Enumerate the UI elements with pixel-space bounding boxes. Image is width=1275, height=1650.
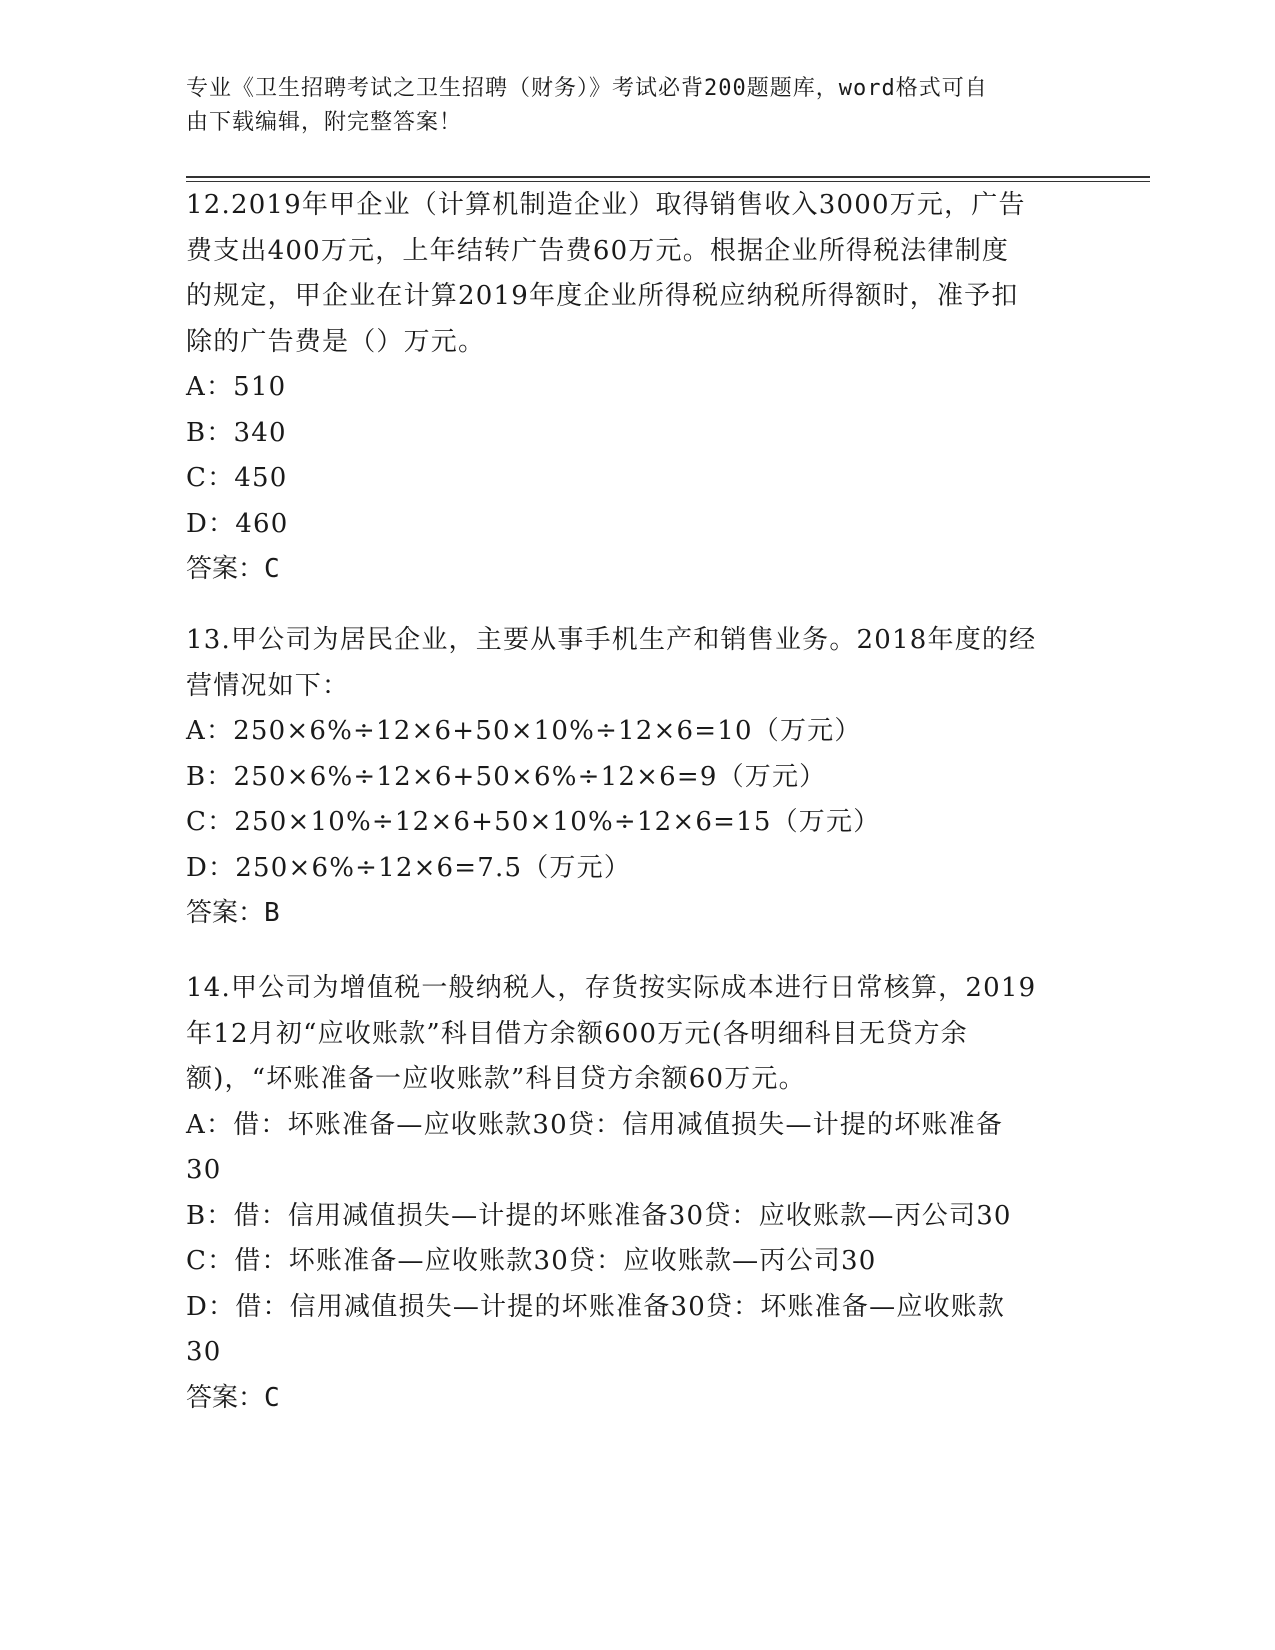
stem-line: 费支出400万元，上年结转广告费60万元。根据企业所得税法律制度	[186, 235, 1010, 266]
option-d-continued: 30	[186, 1337, 222, 1367]
option-d: D：460	[186, 508, 289, 539]
stem-line: 13.甲公司为居民企业，主要从事手机生产和销售业务。2018年度的经	[186, 625, 1037, 655]
answer-value: C	[264, 554, 280, 584]
option-d: D：借：信用减值损失—计提的坏账准备30贷：坏账准备—应收账款	[186, 1291, 1006, 1322]
answer	[186, 1376, 1086, 1422]
stem-line: 额)，“坏账准备一应收账款”科目贷方余额60万元。	[186, 1064, 806, 1094]
header-line-2: 由下载编辑，附完整答案！	[186, 110, 463, 135]
answer-value: B	[264, 898, 280, 928]
header-divider-thick	[186, 176, 1150, 178]
option-a-continued: 30	[186, 1155, 222, 1185]
option-b: B：借：信用减值损失—计提的坏账准备30贷：应收账款—丙公司30	[186, 1200, 1012, 1231]
answer	[186, 891, 1086, 937]
header-divider-thin	[186, 181, 1150, 182]
option-a: A：250×6%÷12×6+50×10%÷12×6=10（万元）	[186, 716, 862, 746]
answer-value: C	[264, 1382, 280, 1413]
answer	[186, 547, 1086, 593]
answer-label: 答案：	[186, 1382, 265, 1413]
stem-line: 14.甲公司为增值税一般纳税人，存货按实际成本进行日常核算，2019	[186, 973, 1037, 1003]
question-stem	[186, 966, 1086, 1103]
stem-line: 营情况如下：	[186, 670, 350, 701]
stem-line: 的规定，甲企业在计算2019年度企业所得税应纳税所得额时，准予扣	[186, 281, 1019, 311]
answer-label: 答案：	[186, 554, 265, 584]
option-c: C：450	[186, 463, 288, 493]
stem-line: 年12月初“应收账款”科目借方余额600万元(各明细科目无贷方余	[186, 1018, 968, 1049]
option-c: C：250×10%÷12×6+50×10%÷12×6=15（万元）	[186, 807, 881, 837]
question-12	[186, 183, 1086, 593]
option-a: A：借：坏账准备—应收账款30贷：信用减值损失—计提的坏账准备	[186, 1109, 1004, 1140]
option-b: B：250×6%÷12×6+50×6%÷12×6=9（万元）	[186, 761, 827, 792]
option-c: C：借：坏账准备—应收账款30贷：应收账款—丙公司30	[186, 1246, 877, 1276]
option-b: B：340	[186, 417, 287, 448]
header-line-1: 专业《卫生招聘考试之卫生招聘（财务）》考试必背200题题库，word格式可自	[186, 76, 988, 101]
stem-line: 除的广告费是（）万元。	[186, 326, 486, 357]
question-13	[186, 618, 1086, 937]
answer-label: 答案：	[186, 898, 265, 928]
option-a: A：510	[186, 372, 287, 402]
option-d: D：250×6%÷12×6=7.5（万元）	[186, 852, 632, 883]
stem-line: 12.2019年甲企业（计算机制造企业）取得销售收入3000万元，广告	[186, 190, 1026, 220]
document-header	[186, 72, 1066, 140]
question-stem	[186, 183, 1086, 365]
question-stem	[186, 618, 1086, 709]
question-14	[186, 966, 1086, 1421]
